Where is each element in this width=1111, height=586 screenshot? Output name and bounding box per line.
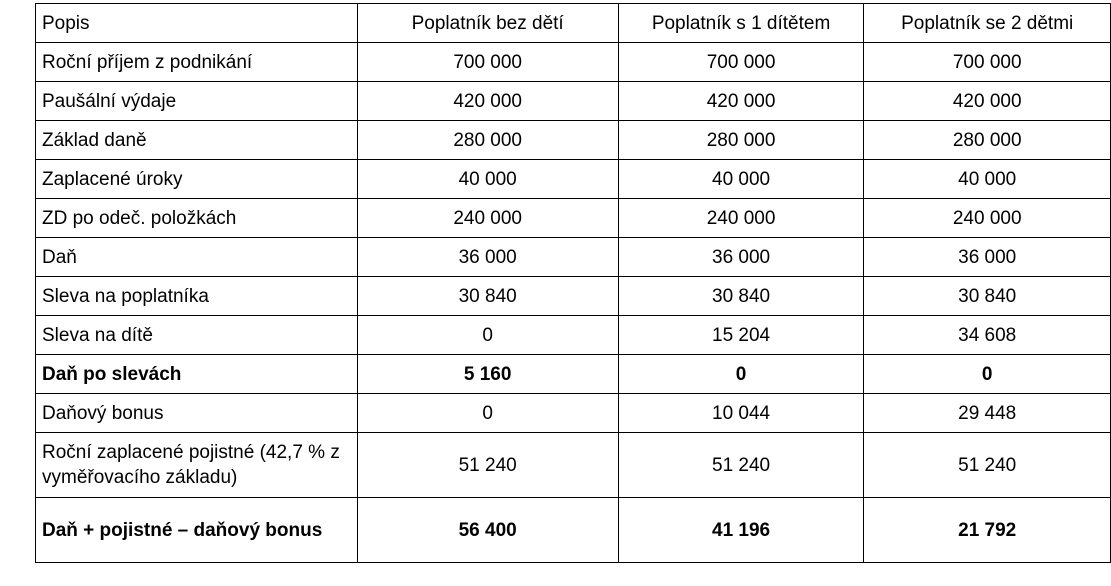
row-label: Základ daně xyxy=(36,121,358,160)
header-cell-popis: Popis xyxy=(36,4,358,43)
row-value: 420 000 xyxy=(864,82,1111,121)
row-value: 30 840 xyxy=(357,277,618,316)
row-value: 30 840 xyxy=(864,277,1111,316)
row-label: Daň + pojistné – daňový bonus xyxy=(36,498,358,563)
row-label: Roční příjem z podnikání xyxy=(36,43,358,82)
row-value: 34 608 xyxy=(864,316,1111,355)
row-value: 280 000 xyxy=(864,121,1111,160)
row-value: 240 000 xyxy=(618,199,864,238)
row-value: 40 000 xyxy=(357,160,618,199)
row-value: 51 240 xyxy=(357,433,618,498)
row-value: 5 160 xyxy=(357,355,618,394)
row-value: 420 000 xyxy=(357,82,618,121)
row-value: 0 xyxy=(357,316,618,355)
table-row xyxy=(36,433,1111,498)
row-value: 280 000 xyxy=(357,121,618,160)
row-value: 0 xyxy=(864,355,1111,394)
row-label: ZD po odeč. položkách xyxy=(36,199,358,238)
row-value: 30 840 xyxy=(618,277,864,316)
row-label: Sleva na poplatníka xyxy=(36,277,358,316)
table-row xyxy=(36,238,1111,277)
header-cell-bez-deti: Poplatník bez dětí xyxy=(357,4,618,43)
row-value: 280 000 xyxy=(618,121,864,160)
row-value: 51 240 xyxy=(618,433,864,498)
table-row xyxy=(36,394,1111,433)
row-label: Daňový bonus xyxy=(36,394,358,433)
row-value: 56 400 xyxy=(357,498,618,563)
table-row-grand-total xyxy=(36,498,1111,563)
table-row xyxy=(36,82,1111,121)
row-value: 40 000 xyxy=(864,160,1111,199)
row-value: 0 xyxy=(357,394,618,433)
table-row xyxy=(36,199,1111,238)
row-value: 10 044 xyxy=(618,394,864,433)
table-row xyxy=(36,43,1111,82)
table-row xyxy=(36,316,1111,355)
table-row xyxy=(36,160,1111,199)
row-value: 36 000 xyxy=(864,238,1111,277)
row-value: 15 204 xyxy=(618,316,864,355)
row-value: 700 000 xyxy=(618,43,864,82)
row-label: Roční zaplacené pojistné (42,7 % z vyměřovacího základu) xyxy=(36,433,358,498)
row-value: 240 000 xyxy=(357,199,618,238)
row-value: 41 196 xyxy=(618,498,864,563)
tax-comparison-table xyxy=(35,3,1111,563)
row-value: 240 000 xyxy=(864,199,1111,238)
header-cell-2-deti: Poplatník se 2 dětmi xyxy=(864,4,1111,43)
table-row-total-tax xyxy=(36,355,1111,394)
row-value: 36 000 xyxy=(357,238,618,277)
row-value: 29 448 xyxy=(864,394,1111,433)
header-cell-1-dite: Poplatník s 1 dítětem xyxy=(618,4,864,43)
row-label: Zaplacené úroky xyxy=(36,160,358,199)
table-row xyxy=(36,277,1111,316)
row-value: 21 792 xyxy=(864,498,1111,563)
row-value: 0 xyxy=(618,355,864,394)
row-value: 36 000 xyxy=(618,238,864,277)
row-value: 420 000 xyxy=(618,82,864,121)
row-value: 40 000 xyxy=(618,160,864,199)
row-value: 51 240 xyxy=(864,433,1111,498)
row-label: Daň xyxy=(36,238,358,277)
row-label: Paušální výdaje xyxy=(36,82,358,121)
table-row xyxy=(36,121,1111,160)
row-label: Sleva na dítě xyxy=(36,316,358,355)
row-label: Daň po slevách xyxy=(36,355,358,394)
table-header-row xyxy=(36,4,1111,43)
row-value: 700 000 xyxy=(864,43,1111,82)
row-value: 700 000 xyxy=(357,43,618,82)
